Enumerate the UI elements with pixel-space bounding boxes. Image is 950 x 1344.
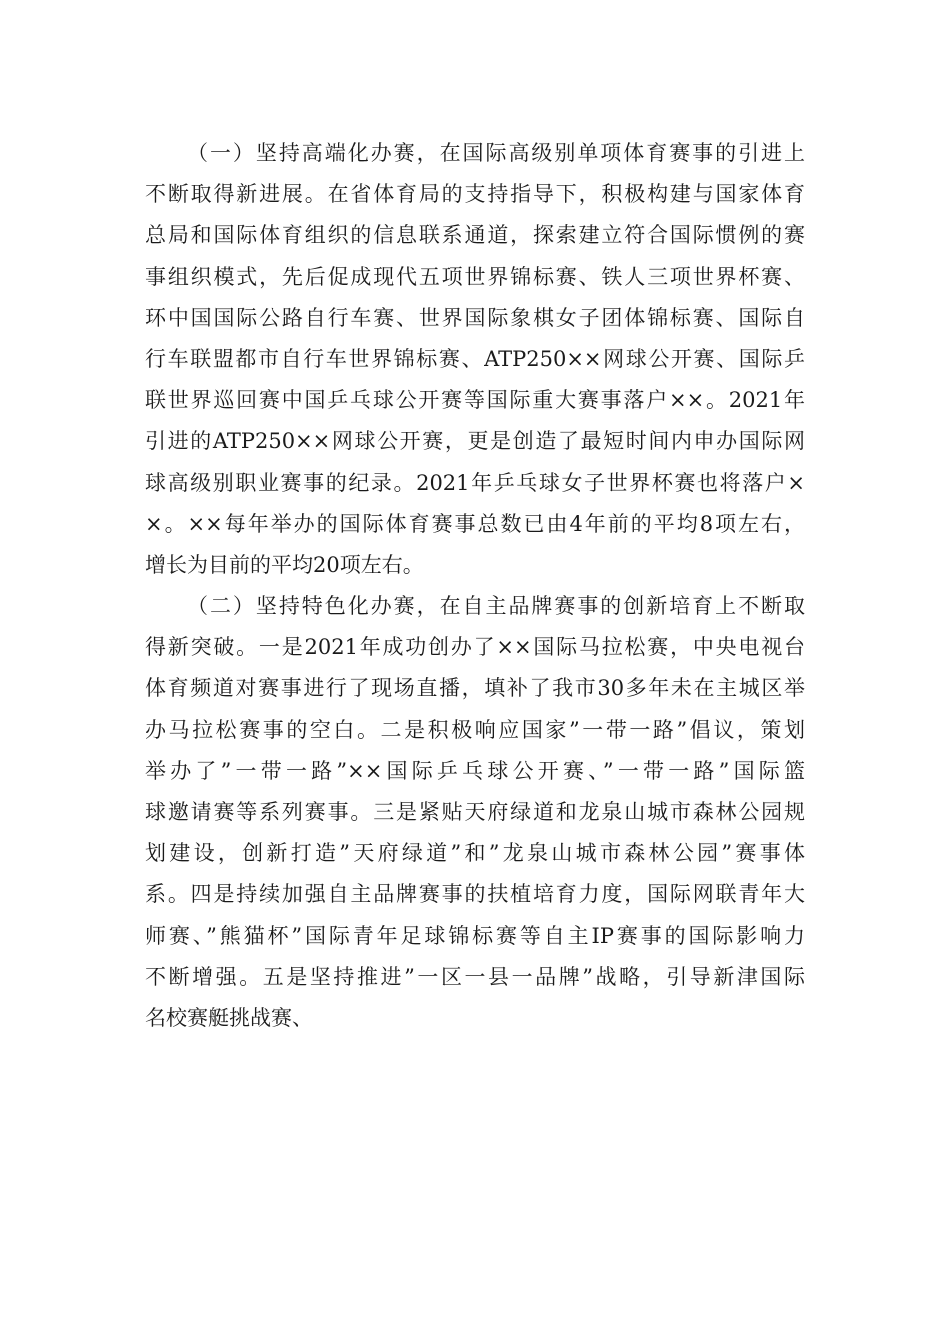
paragraph-2	[145, 586, 805, 1039]
text-line: 划建设，创新打造”天府绿道”和”龙泉山城市森林公园”赛事体	[145, 841, 805, 866]
text-line: 得新突破。一是2021年成功创办了××国际马拉松赛，中央电视台	[145, 635, 805, 660]
text-line: 名校赛艇挑战赛、	[145, 1005, 313, 1030]
text-line: （一）坚持高端化办赛，在国际高级别单项体育赛事的引进上	[187, 141, 805, 165]
text-line: 行车联盟都市自行车世界锦标赛、ATP250××网球公开赛、国际乒	[145, 346, 805, 371]
text-line: 联世界巡回赛中国乒乓球公开赛等国际重大赛事落户××。2021年	[145, 388, 805, 413]
text-line: 环中国国际公路自行车赛、世界国际象棋女子团体锦标赛、国际自	[145, 305, 805, 330]
paragraph-1	[145, 133, 805, 586]
text-line: 不断取得新进展。在省体育局的支持指导下，积极构建与国家体育	[145, 182, 805, 207]
text-line: 引进的ATP250××网球公开赛，更是创造了最短时间内申办国际网	[145, 429, 805, 454]
text-line: 球高级别职业赛事的纪录。2021年乒乓球女子世界杯赛也将落户×	[145, 470, 805, 495]
text-line: 事组织模式，先后促成现代五项世界锦标赛、铁人三项世界杯赛、	[145, 264, 805, 289]
text-line: 举办了”一带一路”××国际乒乓球公开赛、”一带一路”国际篮	[145, 758, 805, 783]
text-line: 增长为目前的平均20项左右。	[145, 552, 424, 577]
text-line: 办马拉松赛事的空白。二是积极响应国家”一带一路”倡议，策划	[145, 717, 805, 742]
text-line: ×。××每年举办的国际体育赛事总数已由4年前的平均8项左右，	[145, 511, 805, 536]
text-line: 总局和国际体育组织的信息联系通道，探索建立符合国际惯例的赛	[145, 223, 805, 248]
document-body	[145, 133, 805, 1039]
text-line: 师赛、”熊猫杯”国际青年足球锦标赛等自主IP赛事的国际影响力	[145, 923, 805, 948]
text-line: 体育频道对赛事进行了现场直播，填补了我市30多年未在主城区举	[145, 676, 805, 701]
text-line: 系。四是持续加强自主品牌赛事的扶植培育力度，国际网联青年大	[145, 882, 805, 907]
text-line: （二）坚持特色化办赛，在自主品牌赛事的创新培育上不断取	[187, 594, 805, 619]
text-line: 球邀请赛等系列赛事。三是紧贴天府绿道和龙泉山城市森林公园规	[145, 800, 805, 824]
text-line: 不断增强。五是坚持推进”一区一县一品牌”战略，引导新津国际	[145, 964, 805, 989]
